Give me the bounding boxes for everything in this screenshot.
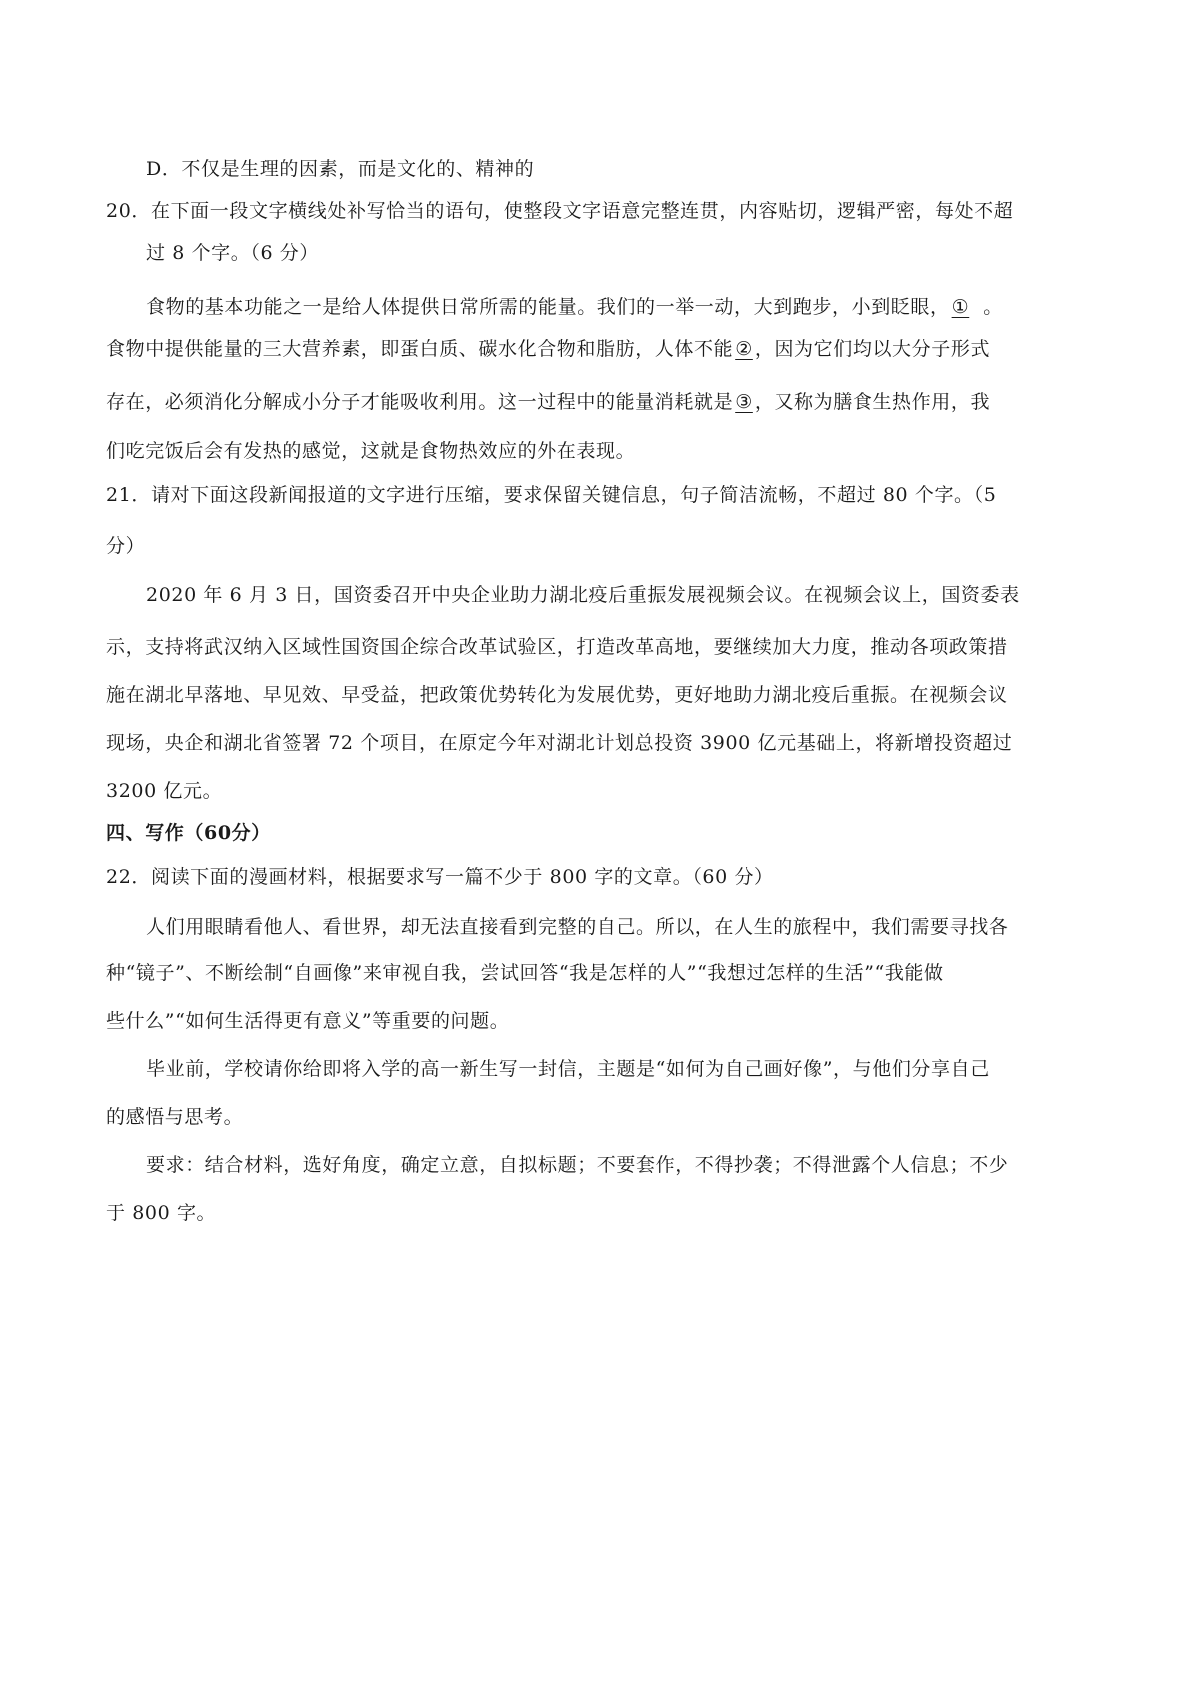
q20-passage-line3 (106, 393, 990, 412)
section4-title: 四、写作（60分） (106, 822, 271, 844)
q22-number: 22． (106, 866, 151, 888)
q20-passage-text: 。 (983, 296, 1003, 318)
q22-para3-line: 于 800 字。 (106, 1202, 217, 1224)
q21-passage-line: 2020 年 6 月 3 日，国资委召开中央企业助力湖北疫后重振发展视频会议。在视频会议上，国资委表 (146, 584, 1020, 606)
q20-passage-text: 食物中提供能量的三大营养素，即蛋白质、碳水化合物和脂肪，人体不能 (106, 338, 734, 360)
q20-blank-3: ③ (735, 391, 753, 413)
q20-prompt-line1 (106, 202, 1013, 221)
q21-passage-line: 现场，央企和湖北省签署 72 个项目，在原定今年对湖北计划总投资 3900 亿元基础上，将新增投资超过 (106, 732, 1013, 754)
q21-passage-line: 施在湖北早落地、早见效、早受益，把政策优势转化为发展优势，更好地助力湖北疫后重振。在视频会议 (106, 684, 1008, 706)
q22-prompt-text: 阅读下面的漫画材料，根据要求写一篇不少于 800 字的文章。（60 分） (150, 866, 774, 888)
q22-prompt (106, 868, 774, 887)
q20-passage-line4: 们吃完饭后会有发热的感觉，这就是食物热效应的外在表现。 (106, 440, 636, 462)
q22-para3-line: 要求：结合材料，选好角度，确定立意，自拟标题；不要套作，不得抄袭；不得泄露个人信息；不少 (146, 1154, 1009, 1176)
q22-para2-line: 毕业前，学校请你给即将入学的高一新生写一封信，主题是“如何为自己画好像”，与他们分享自己 (146, 1058, 990, 1080)
q20-passage-text: ，又称为膳食生热作用，我 (754, 391, 991, 413)
q19-option-d: D．不仅是生理的因素，而是文化的、精神的 (146, 158, 535, 180)
q20-prompt-line2: 过 8 个字。（6 分） (146, 242, 319, 264)
q22-para1-line: 些什么”“如何生活得更有意义”等重要的问题。 (106, 1010, 510, 1032)
q22-para1-line: 人们用眼睛看他人、看世界，却无法直接看到完整的自己。所以，在人生的旅程中，我们需要寻找各 (146, 916, 1009, 938)
q20-prompt-text: 在下面一段文字横线处补写恰当的语句，使整段文字语意完整连贯，内容贴切，逻辑严密，每处不超 (150, 200, 1014, 222)
q20-passage-text: 存在，必须消化分解成小分子才能吸收利用。这一过程中的能量消耗就是 (106, 391, 734, 413)
q21-passage-line: 示，支持将武汉纳入区域性国资国企综合改革试验区，打造改革高地，要继续加大力度，推动各项政策措 (106, 636, 1008, 658)
q21-number: 21． (106, 484, 151, 506)
q22-para2-line: 的感悟与思考。 (106, 1106, 244, 1128)
q20-passage-line1 (146, 298, 1003, 317)
q20-passage-line2 (106, 340, 990, 359)
q21-prompt-line2: 分） (106, 535, 146, 557)
q21-prompt-text: 请对下面这段新闻报道的文字进行压缩，要求保留关键信息，句子简洁流畅，不超过 80 个字。（5 (150, 484, 997, 506)
q20-passage-text: ，因为它们均以大分子形式 (754, 338, 991, 360)
q20-blank-2: ② (735, 338, 753, 360)
q20-number: 20． (106, 200, 151, 222)
q20-passage-text: 食物的基本功能之一是给人体提供日常所需的能量。我们的一举一动，大到跑步，小到眨眼， (146, 296, 950, 318)
q22-para1-line: 种“镜子”、不断绘制“自画像”来审视自我，尝试回答“我是怎样的人”“我想过怎样的生活”“我能做 (106, 962, 944, 984)
q20-blank-1: ① (951, 296, 970, 318)
q21-prompt-line1 (106, 486, 996, 505)
q21-passage-line: 3200 亿元。 (106, 780, 223, 802)
